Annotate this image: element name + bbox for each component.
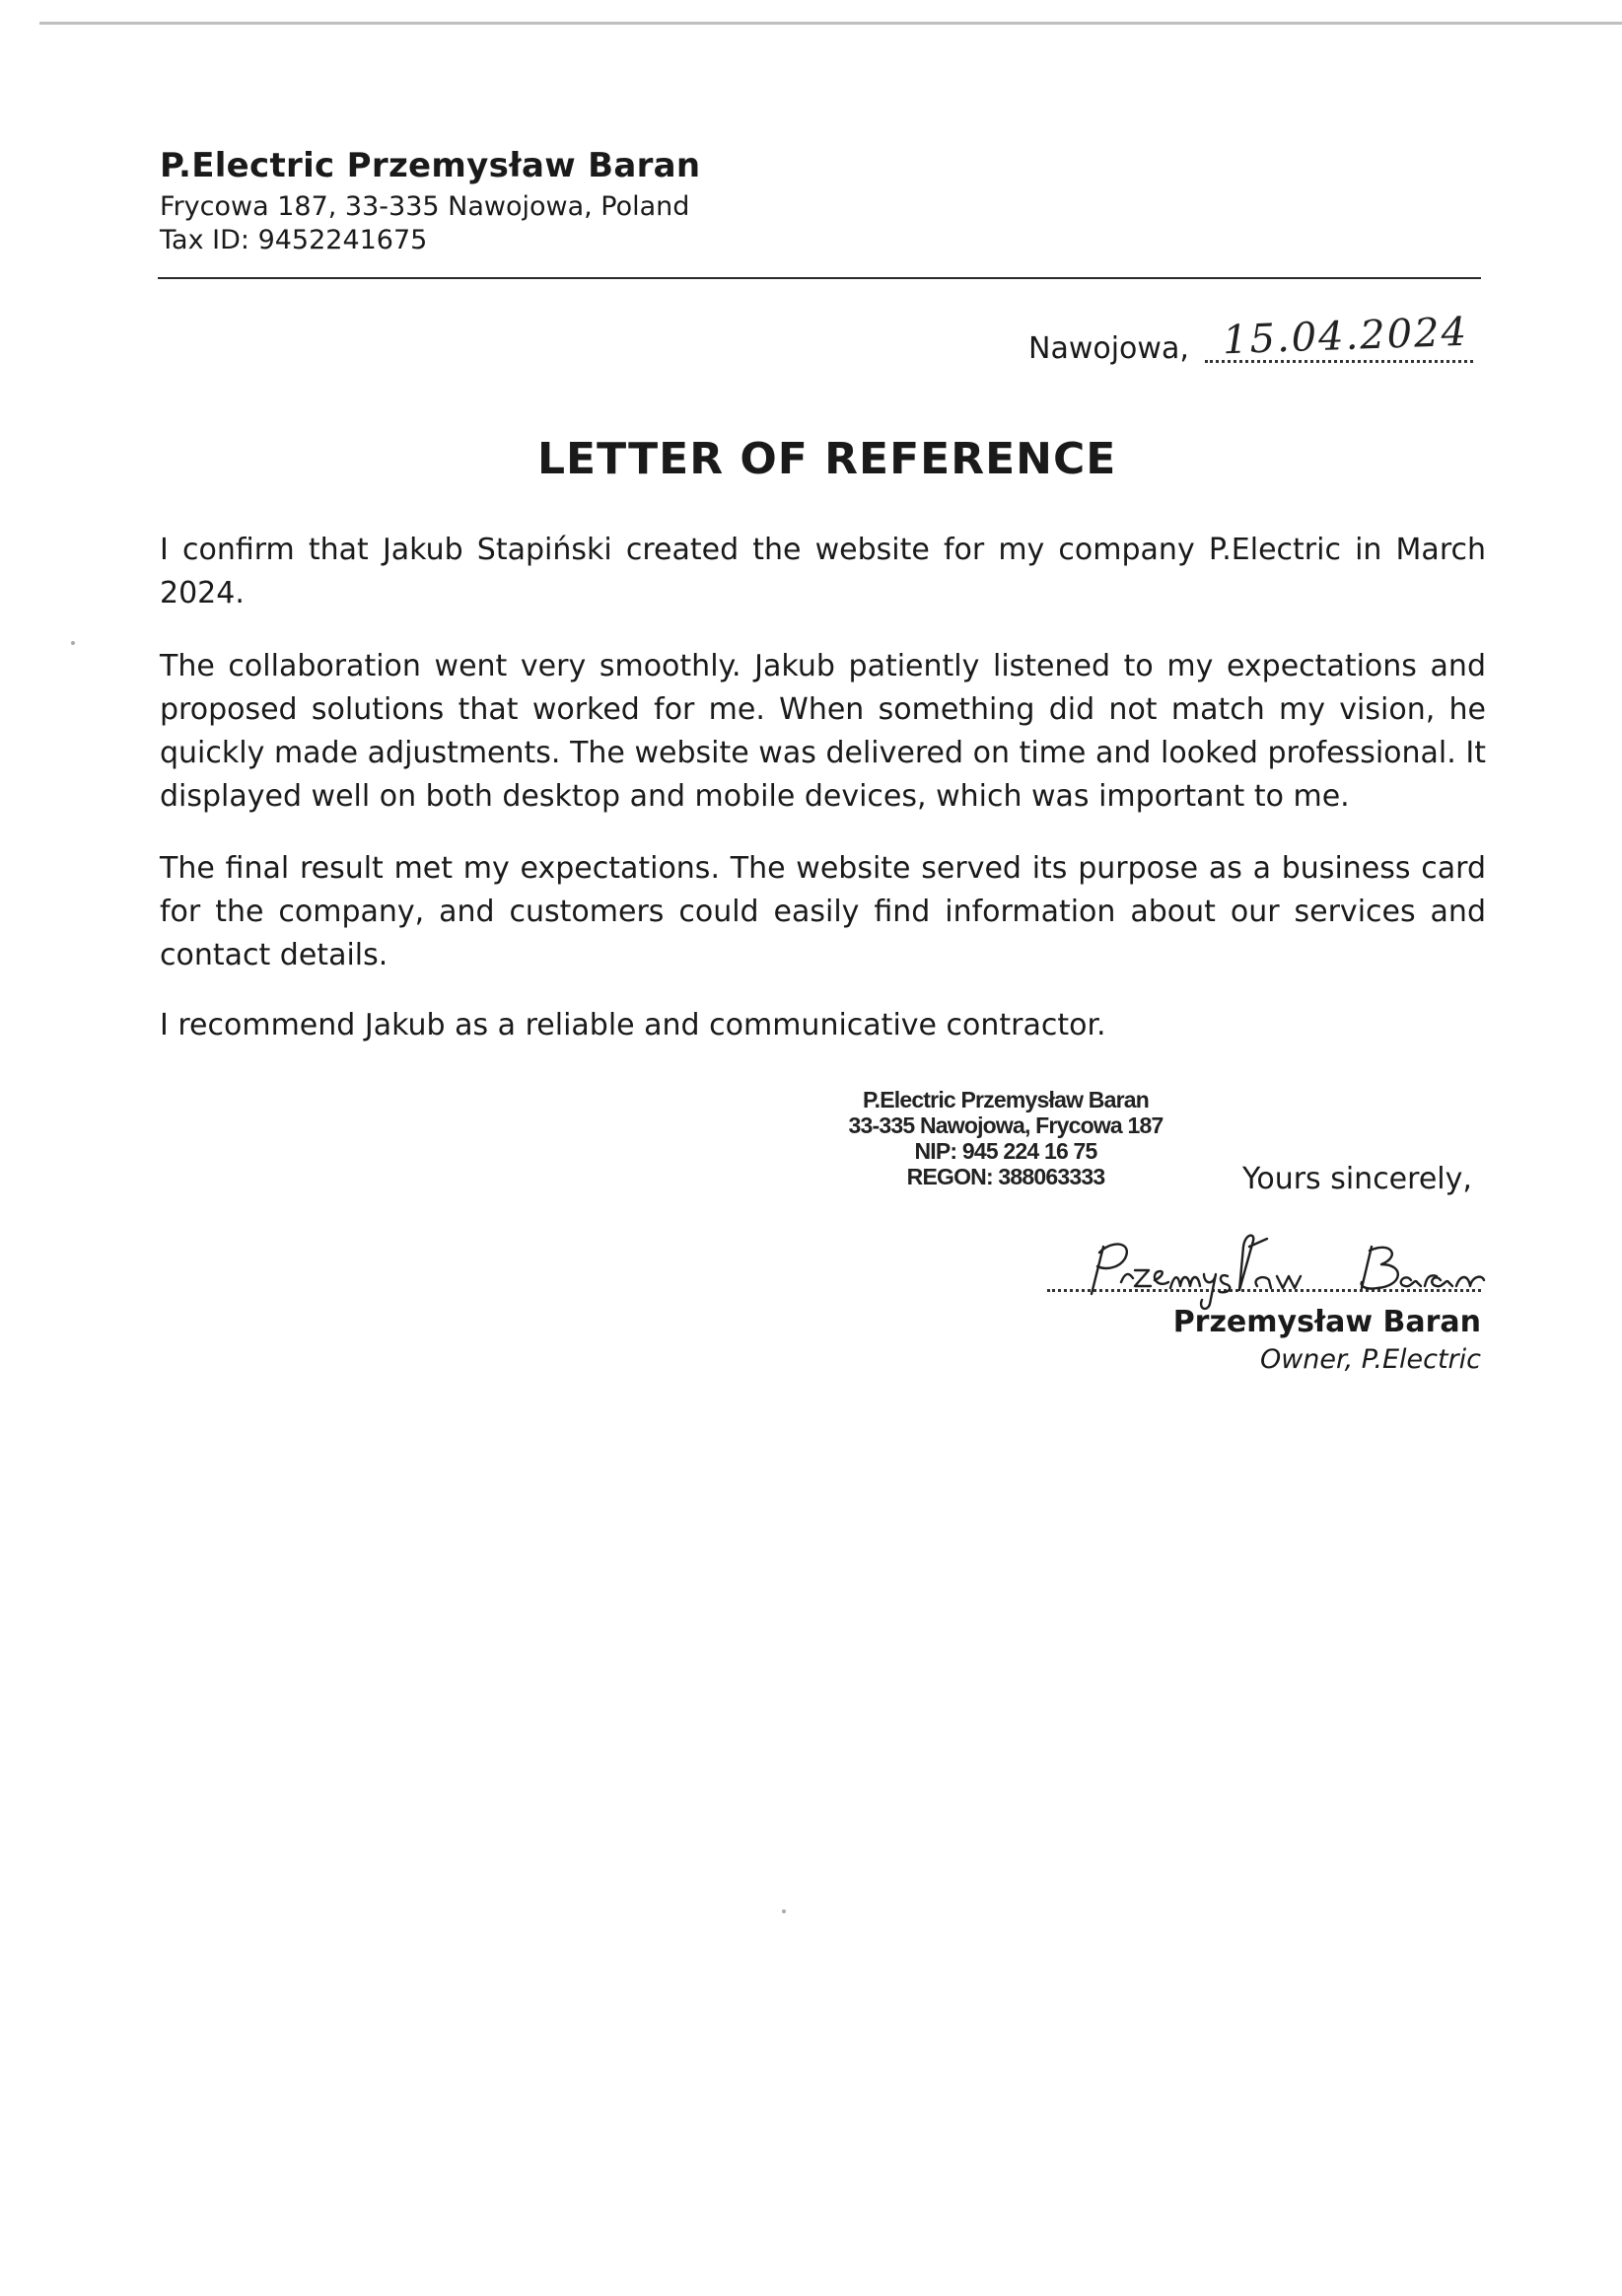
handwritten-signature <box>1070 1233 1533 1312</box>
body-paragraph-3: The final result met my expectations. The website served its purpose as a business card for the company, and customers could easily find information about our services and contact details. <box>160 851 1486 972</box>
letter-title: LETTER OF REFERENCE <box>537 434 1117 484</box>
company-name: P.Electric Przemysław Baran <box>160 146 701 185</box>
closing-phrase: Yours sincerely, <box>1242 1162 1472 1196</box>
body-paragraph-2: The collaboration went very smoothly. Jakub patiently listened to my expectations and proposed solutions that worked for me. When something did not match my vision, he quickly made adjustments. The website was delivered on time and looked professional. It displayed well on both desktop and mobile devices, which was important to me. <box>160 649 1486 814</box>
handwritten-date: 15.04.2024 <box>1222 309 1469 364</box>
company-address: Frycowa 187, 33-335 Nawojowa, Poland <box>160 191 690 222</box>
stamp-address: 33-335 Nawojowa, Frycowa 187 <box>848 1112 1164 1138</box>
stamp-regon: REGON: 388063333 <box>906 1164 1105 1189</box>
stamp-nip: NIP: 945 224 16 75 <box>914 1138 1097 1164</box>
signer-name: Przemysław Baran <box>1172 1305 1481 1339</box>
signer-role: Owner, P.Electric <box>1259 1344 1481 1375</box>
company-stamp <box>838 1087 1173 1189</box>
body-paragraph-4: I recommend Jakub as a reliable and communicative contractor. <box>160 1008 1106 1042</box>
scan-speck <box>71 641 75 645</box>
scan-top-edge <box>39 22 1622 25</box>
header-divider <box>158 277 1481 279</box>
date-place: Nawojowa, <box>1028 331 1189 366</box>
stamp-company-name: P.Electric Przemysław Baran <box>863 1087 1149 1112</box>
scan-speck <box>782 1909 786 1913</box>
company-tax-id: Tax ID: 9452241675 <box>160 225 428 255</box>
body-paragraph-1: I confirm that Jakub Stapiński created the website for my company P.Electric in March 2024. <box>160 533 1486 610</box>
